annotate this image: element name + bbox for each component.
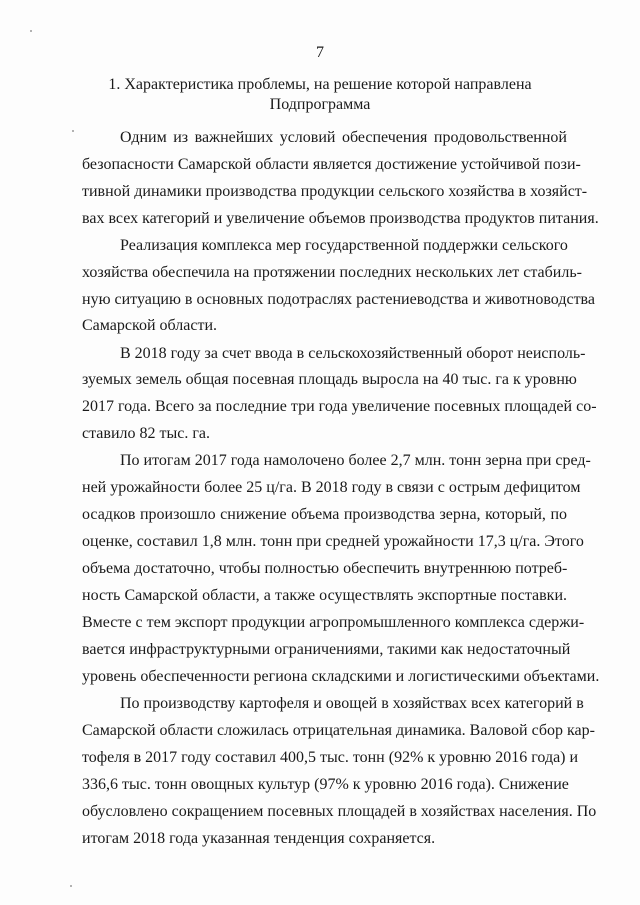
text-line: объема достаточно, чтобы полностью обеспечить внутреннюю потреб-: [82, 560, 568, 577]
scan-speck: [72, 130, 74, 132]
text-line: обусловлено сокращением посевных площадей в хозяйствах населения. По: [82, 803, 597, 820]
scan-speck: [30, 30, 32, 32]
text-line: Вместе с тем экспорт продукции агропромышленного комплекса сдержи-: [82, 614, 585, 631]
text-line: осадков произошло снижение объема производства зерна, который, по: [82, 506, 567, 523]
text-line: оценке, составил 1,8 млн. тонн при средней урожайности 17,3 ц/га. Этого: [82, 533, 584, 550]
text-line: вается инфраструктурными ограничениями, такими как недостаточный: [82, 641, 571, 658]
text-line: По производству картофеля и овощей в хозяйствах всех категорий в: [120, 695, 584, 712]
section-heading-line: 1. Характеристика проблемы, на решение которой направлена: [108, 76, 532, 93]
text-line: безопасности Самарской области является достижение устойчивой пози-: [82, 156, 581, 173]
text-line: 336,6 тыс. тонн овощных культур (97% к уровню 2016 года). Снижение: [82, 776, 569, 793]
text-line: 2017 года. Всего за последние три года увеличение посевных площадей со-: [82, 398, 597, 415]
text-line: Одним из важнейших условий обеспечения продовольственной: [120, 129, 567, 146]
scan-speck: [70, 885, 72, 887]
section-heading: [0, 75, 640, 115]
text-line: Самарской области.: [82, 317, 217, 334]
text-line: уровень обеспеченности региона складскими и логистическими объектами.: [82, 668, 600, 685]
text-line: зуемых земель общая посевная площадь выросла на 40 тыс. га к уровню: [82, 371, 577, 388]
text-line: Реализация комплекса мер государственной поддержки сельского: [120, 237, 568, 254]
text-line: тивной динамики производства продукции сельского хозяйства в хозяйст-: [82, 183, 588, 200]
text-line: Самарской области сложилась отрицательная динамика. Валовой сбор кар-: [82, 722, 595, 739]
text-line: итогам 2018 года указанная тенденция сохраняется.: [82, 830, 436, 847]
text-line: ставило 82 тыс. га.: [82, 425, 210, 442]
text-line: ность Самарской области, а также осуществлять экспортные поставки.: [82, 587, 567, 604]
text-line: вах всех категорий и увеличение объемов производства продуктов питания.: [82, 210, 599, 227]
text-line: тофеля в 2017 году составил 400,5 тыс. тонн (92% к уровню 2016 года) и: [82, 749, 579, 766]
text-line: ней урожайности более 25 ц/га. В 2018 году в связи с острым дефицитом: [82, 479, 581, 496]
section-heading-line: Подпрограмма: [269, 96, 371, 113]
text-line: хозяйства обеспечила на протяжении последних нескольких лет стабиль-: [82, 264, 582, 281]
text-line: В 2018 году за счет ввода в сельскохозяйственный оборот неисполь-: [120, 345, 586, 362]
text-line: По итогам 2017 года намолочено более 2,7 млн. тонн зерна при сред-: [120, 452, 591, 469]
page-number: 7: [316, 44, 324, 61]
text-line: ную ситуацию в основных подотраслях растениеводства и животноводства: [82, 291, 595, 308]
